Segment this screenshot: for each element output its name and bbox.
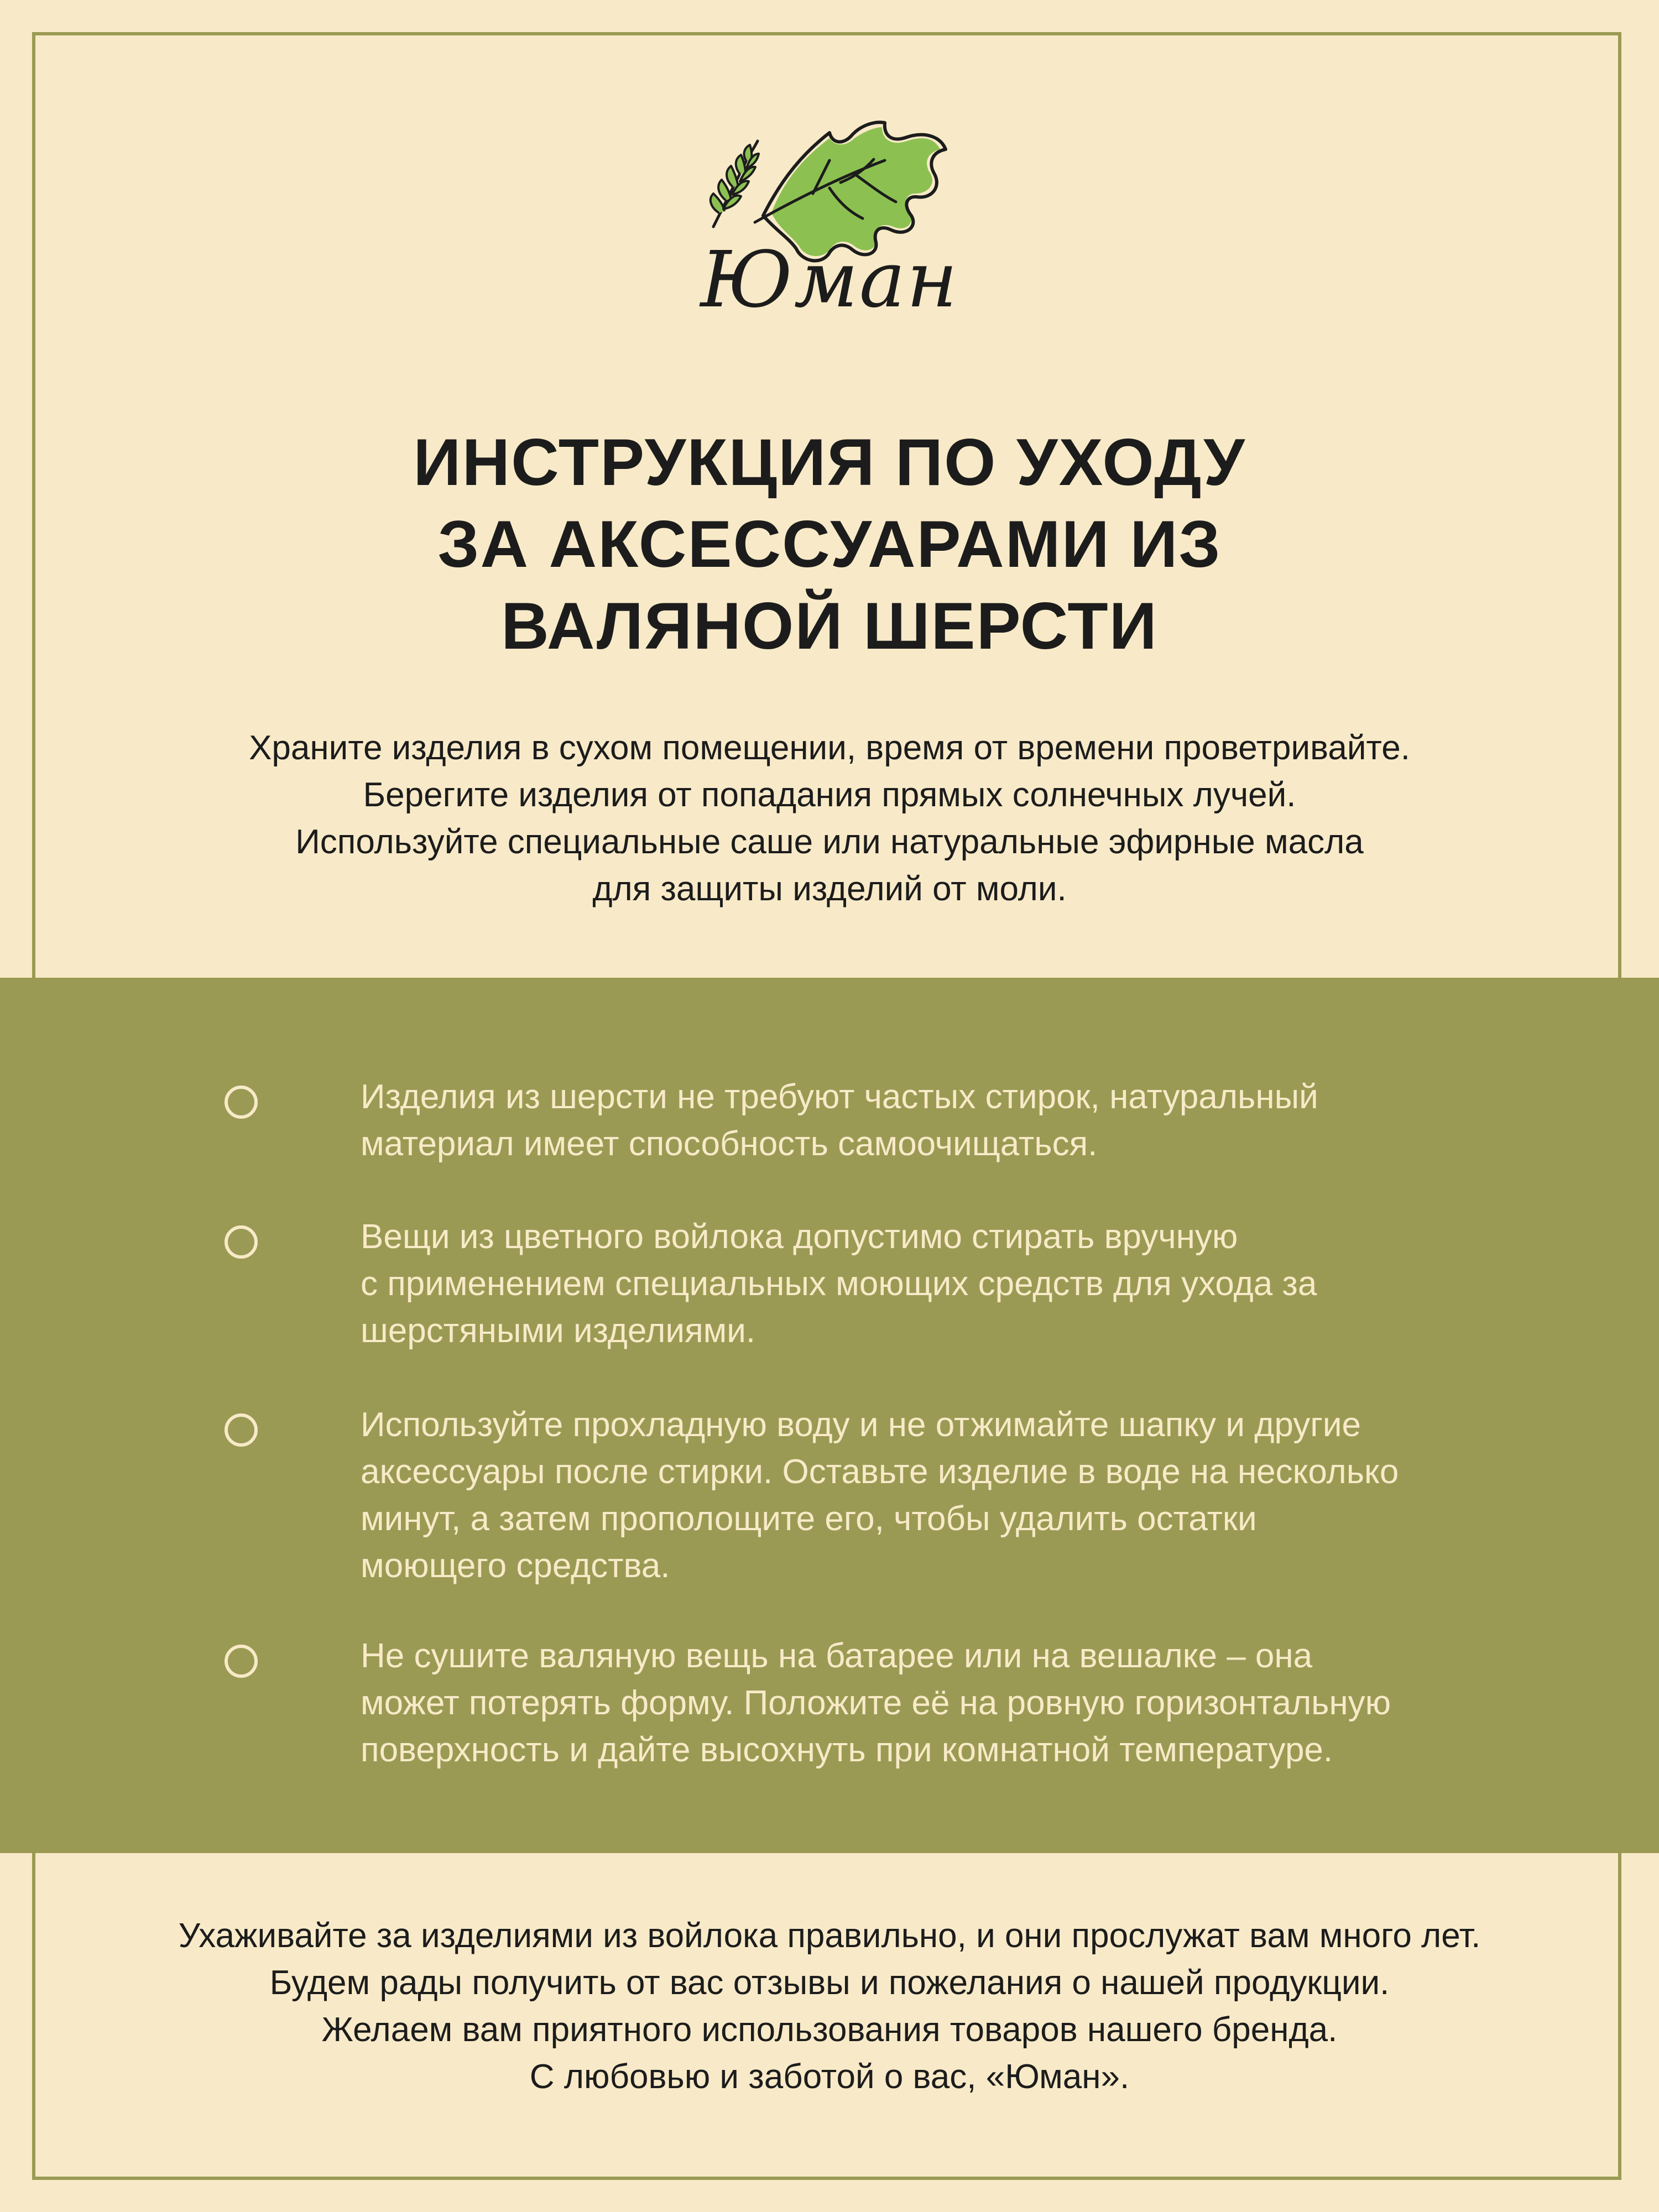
footer-line: С любовью и заботой о вас, «Юман».: [529, 2058, 1130, 2096]
list-item-text: [361, 1073, 1599, 1167]
list-item-line: может потерять форму. Положите её на ровную горизонтальную: [361, 1684, 1391, 1722]
list-item-line: материал имеет способность самоочищаться.: [361, 1125, 1098, 1163]
title-line: ИНСТРУКЦИЯ ПО УХОДУ: [413, 425, 1246, 499]
footer-line: Ухаживайте за изделиями из войлока правильно, и они прослужат вам много лет.: [178, 1917, 1481, 1955]
title-line: ЗА АКСЕССУАРАМИ ИЗ: [437, 507, 1222, 581]
circle-bullet-icon: [225, 1413, 258, 1447]
list-item-text: [361, 1401, 1599, 1589]
list-item-line: шерстяными изделиями.: [361, 1312, 756, 1350]
list-item-line: Вещи из цветного войлока допустимо стирать вручную: [361, 1218, 1238, 1256]
intro-line: Используйте специальные саше или натуральные эфирные масла: [295, 823, 1364, 861]
brand-name: Юман: [700, 235, 959, 325]
list-item-line: моющего средства.: [361, 1547, 670, 1585]
circle-bullet-icon: [225, 1225, 258, 1259]
circle-bullet-icon: [225, 1086, 258, 1119]
list-item-line: минут, а затем прополощите его, чтобы удалить остатки: [361, 1500, 1257, 1538]
footer-line: Желаем вам приятного использования товаров нашего бренда.: [321, 2011, 1338, 2049]
intro-line: Берегите изделия от попадания прямых солнечных лучей.: [363, 776, 1296, 814]
list-item-line: поверхность и дайте высохнуть при комнатной температуре.: [361, 1731, 1333, 1769]
care-instructions-band: [0, 978, 1659, 1853]
circle-bullet-icon: [225, 1645, 258, 1678]
intro-text: [83, 724, 1576, 912]
footer-line: Будем рады получить от вас отзывы и пожелания о нашей продукции.: [269, 1964, 1390, 2002]
brand-logo: [664, 94, 995, 332]
intro-line: Храните изделия в сухом помещении, время от времени проветривайте.: [249, 729, 1410, 767]
list-item-line: Используйте прохладную воду и не отжимайте шапку и другие: [361, 1406, 1361, 1444]
list-item-line: аксессуары после стирки. Оставьте изделие в воде на несколько: [361, 1453, 1399, 1491]
list-item-text: [361, 1632, 1599, 1773]
list-item-line: с применением специальных моющих средств для ухода за: [361, 1265, 1317, 1303]
page-title: [111, 421, 1548, 667]
title-line: ВАЛЯНОЙ ШЕРСТИ: [501, 589, 1158, 663]
closing-message: [55, 1912, 1604, 2100]
list-item-text: [361, 1213, 1599, 1354]
list-item-line: Не сушите валяную вещь на батарее или на вешалке – она: [361, 1637, 1313, 1675]
intro-line: для защиты изделий от моли.: [592, 870, 1067, 908]
list-item-line: Изделия из шерсти не требуют частых стирок, натуральный: [361, 1078, 1318, 1116]
